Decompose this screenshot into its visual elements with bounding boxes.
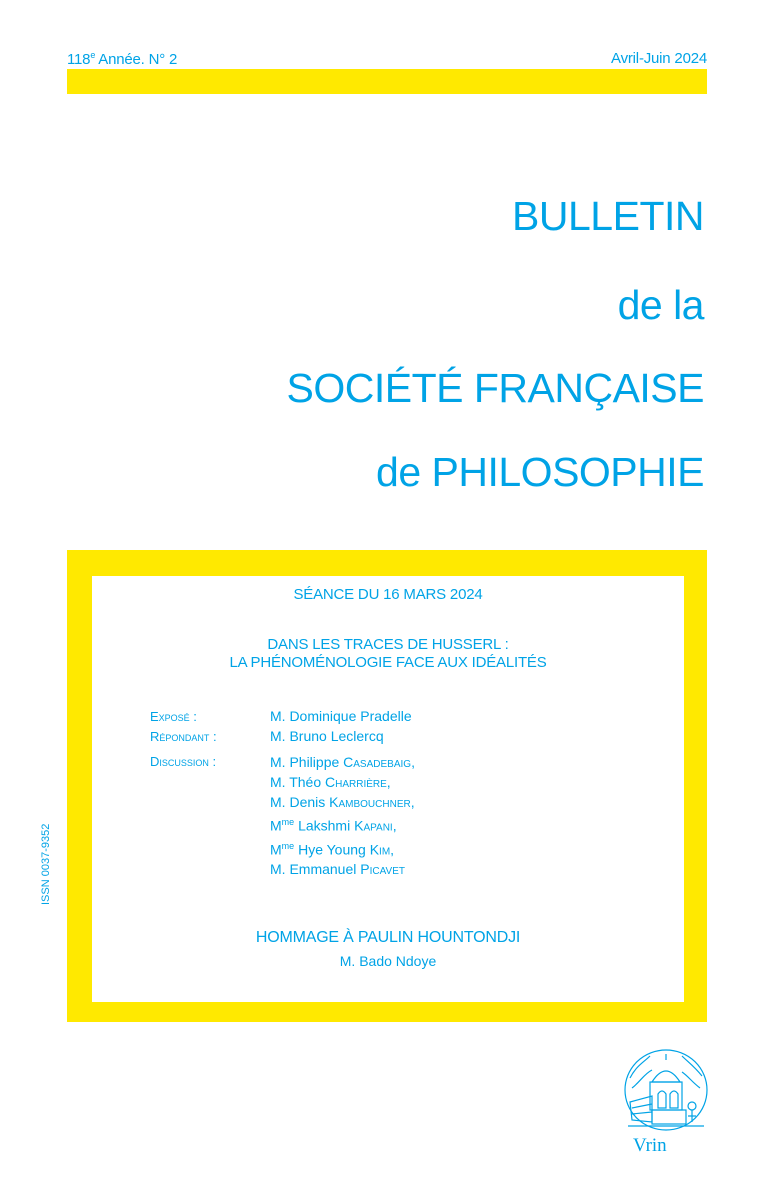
yellow-frame — [67, 550, 707, 1022]
separator: , — [390, 841, 395, 858]
title-de-la: de la — [617, 282, 704, 328]
honorific-sup: me — [281, 817, 295, 827]
discussant — [270, 859, 415, 879]
discussant — [270, 772, 415, 792]
issue-date: Avril-Juin 2024 — [611, 50, 707, 67]
last-name: Casadebaig — [343, 754, 412, 770]
issue-ordinal: e — [90, 50, 96, 60]
first-name: Denis — [285, 794, 330, 810]
title-bulletin: BULLETIN — [512, 193, 704, 239]
first-name: Théo — [285, 774, 325, 790]
issue-number-value: 118 — [67, 51, 91, 68]
separator: , — [392, 817, 397, 834]
honorific: M. — [270, 794, 286, 810]
last-name: Picavet — [360, 861, 405, 878]
hommage-author: M. Bado Ndoye — [339, 953, 437, 969]
first-name: Lakshmi — [294, 817, 355, 834]
title-de-philosophie: de PHILOSOPHIE — [376, 449, 704, 495]
honorific: M. — [270, 774, 286, 790]
separator: , — [411, 754, 415, 770]
last-name: Charrière — [325, 774, 387, 790]
subject-line-2: LA PHÉNOMÉNOLOGIE FACE AUX IDÉALITÉS — [229, 654, 547, 671]
discussant — [270, 792, 415, 812]
honorific: M. — [270, 861, 286, 878]
role-label: Exposé : — [150, 709, 197, 724]
honorific: M. — [270, 754, 286, 770]
role-repondant — [150, 728, 384, 744]
hommage-title: HOMMAGE À PAULIN HOUNTONDJI — [255, 929, 521, 946]
separator: , — [410, 794, 415, 810]
honorific-sup: me — [281, 840, 295, 851]
subject-line-1: DANS LES TRACES DE HUSSERL : — [267, 636, 509, 653]
honorific: M — [270, 817, 282, 834]
issue-label: Année. N° 2 — [95, 51, 178, 68]
first-name: Philippe — [285, 754, 344, 770]
top-yellow-bar — [67, 69, 707, 94]
honorific: M — [270, 841, 282, 858]
role-label: Répondant : — [150, 729, 217, 744]
discussant — [270, 836, 415, 860]
session-panel — [92, 576, 684, 1002]
issue-number — [67, 50, 177, 68]
first-name: Emmanuel — [285, 861, 361, 878]
discussant — [270, 752, 415, 772]
first-name: Hye Young — [294, 841, 370, 858]
role-name: M. Dominique Pradelle — [270, 708, 412, 724]
role-name: M. Bruno Leclercq — [270, 728, 384, 744]
last-name: Kapani — [354, 817, 393, 834]
session-date: SÉANCE DU 16 MARS 2024 — [293, 586, 483, 603]
separator: , — [386, 774, 391, 790]
title-societe-francaise: SOCIÉTÉ FRANÇAISE — [286, 365, 704, 411]
issn-number: ISSN 0037-9352 — [40, 823, 52, 905]
last-name: Kambouchner — [329, 794, 411, 810]
discussant — [270, 812, 415, 836]
role-expose — [150, 708, 412, 724]
discussant-list — [270, 752, 415, 879]
discussion-label: Discussion : — [150, 754, 217, 769]
last-name: Kim — [369, 841, 391, 858]
publisher-name: Vrin — [633, 1135, 667, 1156]
session-subject — [92, 636, 684, 672]
